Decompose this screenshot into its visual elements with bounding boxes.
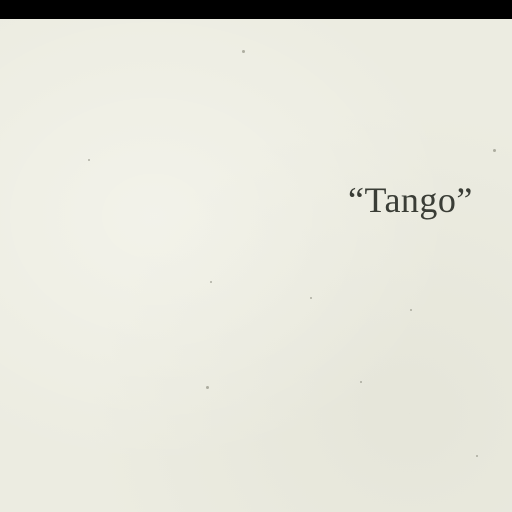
paper-page	[0, 19, 512, 512]
paper-speck	[88, 159, 90, 161]
paper-speck	[360, 381, 362, 383]
page-title: “Tango”	[348, 180, 473, 220]
paper-speck	[206, 386, 209, 389]
paper-speck	[310, 297, 312, 299]
paper-speck	[493, 149, 496, 152]
paper-speck	[476, 455, 478, 457]
paper-speck	[410, 309, 412, 311]
paper-speck	[210, 281, 212, 283]
paper-speck	[242, 50, 245, 53]
top-black-border	[0, 0, 512, 19]
